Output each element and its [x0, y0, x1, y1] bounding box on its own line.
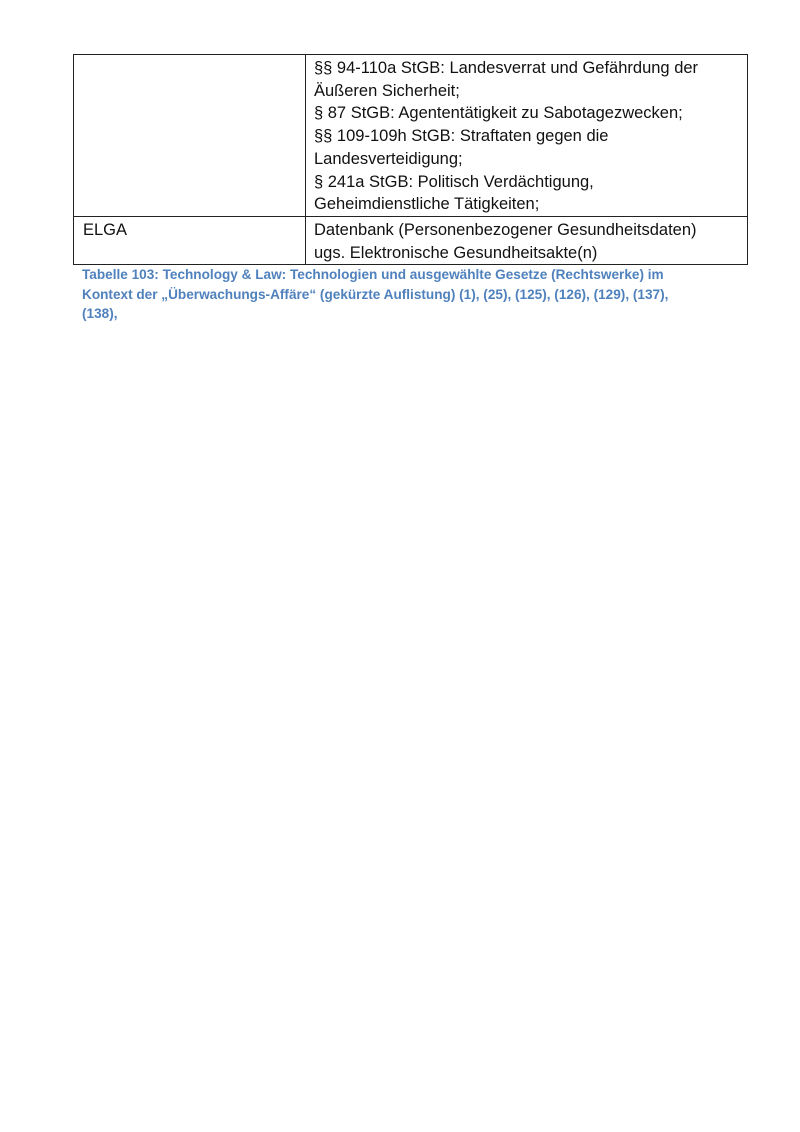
law-line: Datenbank (Personenbezogener Gesundheitsdaten)	[314, 220, 697, 239]
caption-line: Kontext der „Überwachungs-Affäre“ (gekürzte Auflistung) (1), (25), (125), (126), (129), (137),	[82, 286, 669, 302]
law-line: §§ 109-109h StGB: Straftaten gegen die	[314, 127, 609, 146]
caption-line: (138),	[82, 306, 118, 321]
table-row	[74, 55, 748, 217]
law-line: § 241a StGB: Politisch Verdächtigung,	[314, 172, 594, 191]
law-line: § 87 StGB: Agententätigkeit zu Sabotagezwecken;	[314, 104, 683, 123]
law-line: Äußeren Sicherheit;	[314, 81, 460, 100]
table-cell-technology: ELGA	[74, 216, 306, 264]
table-cell-laws	[306, 55, 748, 217]
table-cell-laws	[306, 216, 748, 264]
law-line: ugs. Elektronische Gesundheitsakte(n)	[314, 243, 598, 262]
caption-line: Tabelle 103: Technology & Law: Technologien und ausgewählte Gesetze (Rechtswerke) im	[82, 267, 664, 282]
law-line: Landesverteidigung;	[314, 149, 463, 168]
table-caption	[82, 265, 752, 324]
law-table	[73, 54, 748, 265]
table-row	[74, 216, 748, 264]
table-cell-technology	[74, 55, 306, 217]
law-line: Geheimdienstliche Tätigkeiten;	[314, 195, 540, 214]
law-line: §§ 94-110a StGB: Landesverrat und Gefährdung der	[314, 59, 699, 77]
